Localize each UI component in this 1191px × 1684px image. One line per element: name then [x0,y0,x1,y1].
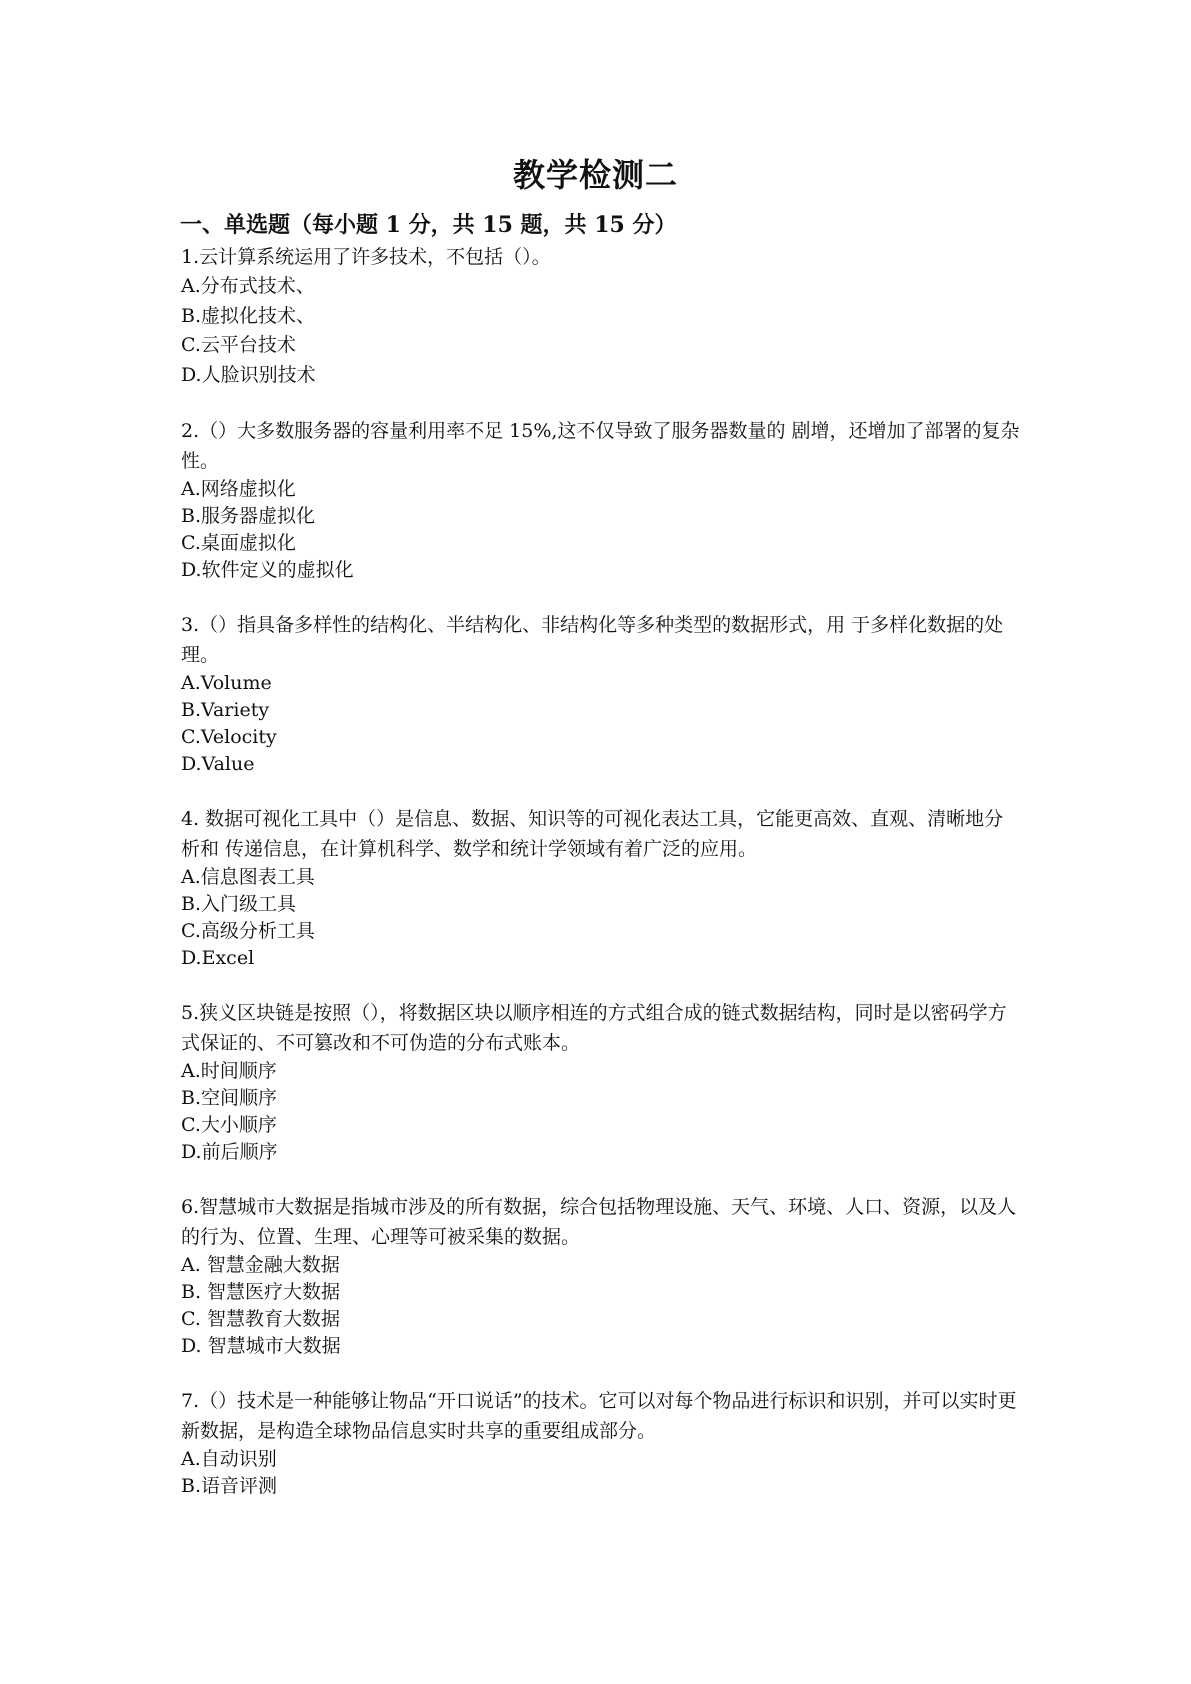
option-d: D.软件定义的虚拟化 [181,559,354,581]
option-d: D. 智慧城市大数据 [181,1335,341,1357]
option-a: A.信息图表工具 [181,866,315,888]
question-stem: 3.（）指具备多样性的结构化、半结构化、非结构化等多种类型的数据形式，用 于多样化数据的处理。 [181,614,1004,666]
option-c: C.大小顺序 [181,1114,277,1136]
section-heading: 一、单选题（每小题 1 分，共 15 题，共 15 分） [180,212,677,238]
question-5 [181,998,1021,1166]
option-c: C.桌面虚拟化 [181,532,296,554]
option-c: C.云平台技术 [181,334,296,356]
option-c: C.高级分析工具 [181,920,315,942]
question-stem: 7.（）技术是一种能够让物品“开口说话”的技术。它可以对每个物品进行标识和识别，并可以实时更新数据，是构造全球物品信息实时共享的重要组成部分。 [181,1390,1017,1442]
question-stem: 6.智慧城市大数据是指城市涉及的所有数据，综合包括物理设施、天气、环境、人口、资源，以及人的行为、位置、生理、心理等可被采集的数据。 [181,1196,1017,1248]
option-a: A.分布式技术、 [181,275,315,297]
option-d: D.Excel [181,947,255,969]
option-d: D.Value [181,753,255,775]
question-list [181,242,1021,1526]
option-b: B.入门级工具 [181,893,297,915]
question-stem: 4. 数据可视化工具中（）是信息、数据、知识等的可视化表达工具，它能更高效、直观、清晰地分析和 传递信息，在计算机科学、数学和统计学领域有着广泛的应用。 [181,808,1004,860]
option-d: D.人脸识别技术 [181,363,316,386]
question-stem: 2.（）大多数服务器的容量利用率不足 15%,这不仅导致了服务器数量的 剧增，还增加了部署的复杂性。 [181,420,1020,472]
option-b: B. 智慧医疗大数据 [181,1281,341,1303]
option-a: A. 智慧金融大数据 [181,1254,340,1276]
question-4 [181,804,1021,972]
option-b: B.空间顺序 [181,1087,278,1109]
option-b: B.服务器虚拟化 [181,505,316,527]
question-stem: 5.狭义区块链是按照（），将数据区块以顺序相连的方式组合成的链式数据结构，同时是以密码学方式保证的、不可篡改和不可伪造的分布式账本。 [181,1002,1007,1054]
option-c: C. 智慧教育大数据 [181,1308,340,1330]
option-a: A.Volume [181,672,272,694]
option-a: A.时间顺序 [181,1060,277,1082]
option-b: B.语音评测 [181,1475,278,1497]
document-title: 教学检测二 [512,156,678,194]
option-d: D.前后顺序 [181,1141,278,1163]
option-c: C.Velocity [181,726,277,748]
option-a: A.网络虚拟化 [181,478,296,500]
question-2 [181,416,1021,584]
option-a: A.自动识别 [181,1448,277,1470]
question-7 [181,1386,1021,1500]
question-1 [181,242,1021,390]
question-6 [181,1192,1021,1360]
option-b: B.虚拟化技术、 [181,304,316,327]
option-b: B.Variety [181,699,270,721]
question-3 [181,610,1021,778]
question-stem: 1.云计算系统运用了许多技术，不包括（）。 [181,246,551,268]
